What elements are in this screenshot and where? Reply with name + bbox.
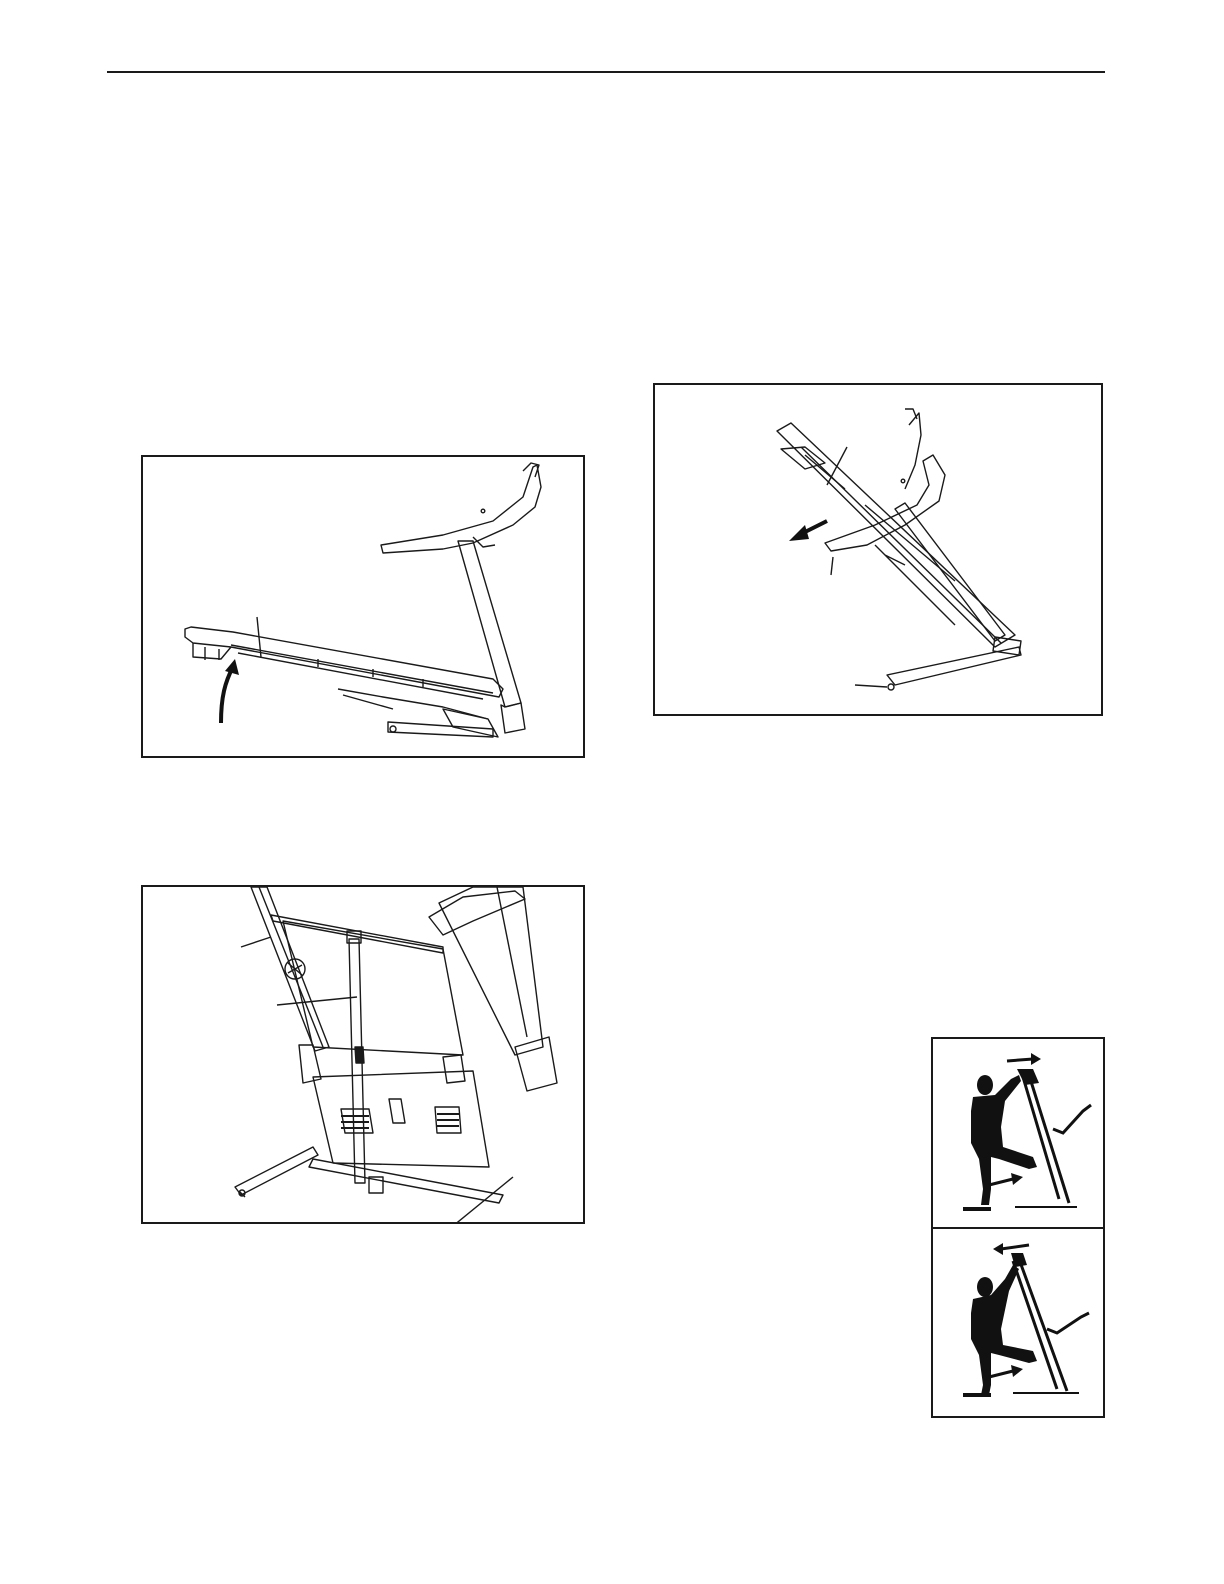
figure-stowed-treadmill: [653, 383, 1103, 716]
fold-step-lower: [933, 1229, 1105, 1417]
console: [825, 455, 945, 551]
folded-deck: [777, 423, 1015, 647]
upright-post: [439, 887, 543, 1055]
treadmill-stowed-illustration: [655, 385, 1103, 716]
motor-hood: [313, 1071, 489, 1167]
curved-up-arrow-icon: [221, 667, 233, 723]
figure-rear-cylinder: [141, 885, 585, 1224]
person-lowering-icon: [933, 1229, 1105, 1417]
figure-raise-deck: [141, 455, 585, 758]
fold-step-push: [933, 1039, 1105, 1227]
console: [381, 465, 541, 553]
header-rule: [107, 71, 1105, 73]
person-folding-icon: [933, 1039, 1105, 1227]
treadmill-rear-illustration: [143, 887, 585, 1224]
figure-person-folding: [931, 1037, 1105, 1418]
treadmill-raise-illustration: [143, 457, 585, 758]
upright-post: [458, 541, 521, 707]
